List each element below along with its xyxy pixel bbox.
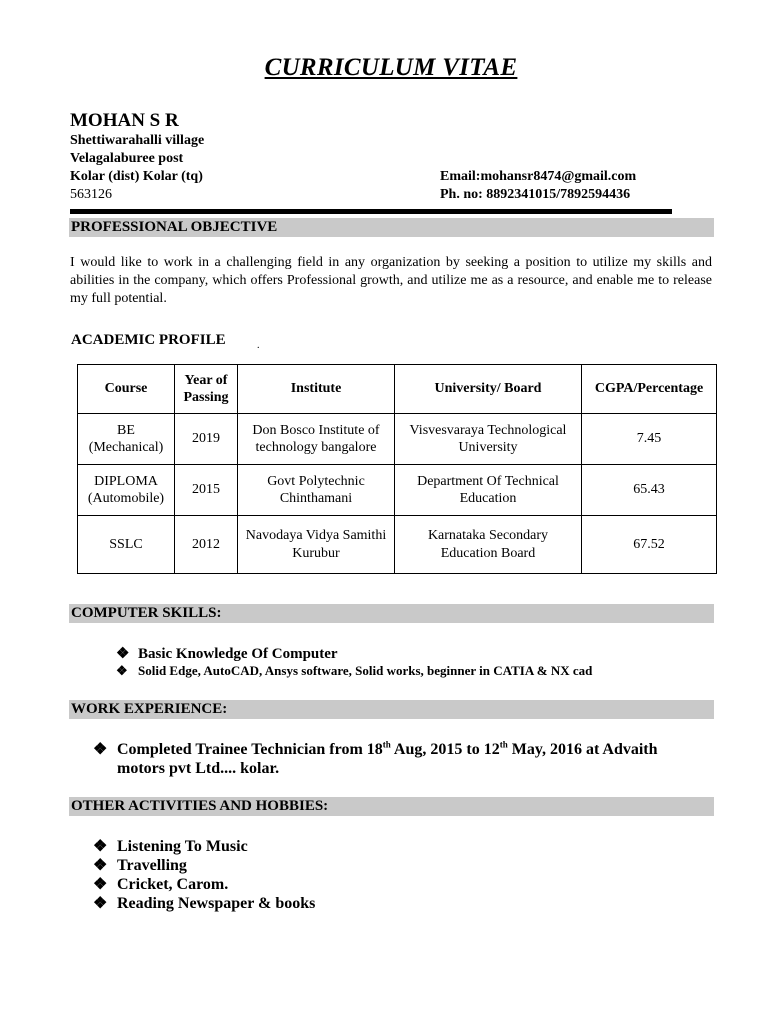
document-title: CURRICULUM VITAE (264, 54, 518, 81)
cell-year: 2019 (175, 414, 238, 465)
hobby-text: Travelling (117, 857, 187, 874)
skill-text: Basic Knowledge Of Computer (138, 646, 338, 662)
phone-text: Ph. no: 8892341015/7892594436 (440, 187, 631, 202)
stray-dot: . (257, 340, 260, 351)
table-header-row (78, 365, 717, 414)
list-item (93, 855, 187, 875)
cell-course: BE (Mechanical) (78, 414, 175, 465)
section-heading-objective: PROFESSIONAL OBJECTIVE (69, 218, 714, 237)
list-item (116, 663, 592, 679)
cell-board: Department Of Technical Education (395, 465, 582, 516)
email-text: Email:mohansr8474@gmail.com (440, 169, 637, 184)
work-text: Completed Trainee Technician from 18th Aug, 2015 to 12th May, 2016 at Advaith (117, 739, 658, 758)
column-header: University/ Board (395, 365, 582, 414)
list-item (93, 740, 658, 778)
address-line-1: Shettiwarahalli village (70, 133, 205, 148)
cell-year: 2012 (175, 516, 238, 574)
section-heading-work-experience: WORK EXPERIENCE: (69, 700, 714, 719)
cell-board: Visvesvaraya Technological University (395, 414, 582, 465)
address-pincode: 563126 (70, 187, 112, 202)
diamond-bullet-icon: ❖ (93, 895, 108, 912)
section-heading-academic: ACADEMIC PROFILE (71, 332, 226, 348)
objective-text: I would like to work in a challenging field in any organization by seeking a position to utilize my skills and abilities in the company, which offers Professional growth, and utilize me as a resource, and enable me to release my full potential. (70, 255, 712, 306)
hobby-text: Reading Newspaper & books (117, 895, 316, 912)
table-row (78, 465, 717, 516)
column-header: Course (78, 365, 175, 414)
diamond-bullet-icon: ❖ (93, 876, 108, 893)
cell-course: SSLC (78, 516, 175, 574)
section-heading-hobbies: OTHER ACTIVITIES AND HOBBIES: (69, 797, 714, 816)
column-header: Year of Passing (175, 365, 238, 414)
table-row (78, 414, 717, 465)
list-item (93, 874, 228, 894)
list-item (116, 644, 338, 663)
candidate-name: MOHAN S R (70, 110, 179, 131)
cell-course: DIPLOMA (Automobile) (78, 465, 175, 516)
cell-institute: Don Bosco Institute of technology bangalore (238, 414, 395, 465)
cell-score: 67.52 (582, 516, 717, 574)
diamond-bullet-icon: ❖ (116, 646, 130, 662)
diamond-bullet-icon: ❖ (116, 663, 128, 678)
cell-score: 7.45 (582, 414, 717, 465)
column-header: CGPA/Percentage (582, 365, 717, 414)
cell-institute: Govt Polytechnic Chinthamani (238, 465, 395, 516)
diamond-bullet-icon: ❖ (93, 838, 108, 855)
academic-table (77, 364, 717, 574)
work-text-line2: motors pvt Ltd.... kolar. (117, 760, 280, 777)
section-heading-computer-skills: COMPUTER SKILLS: (69, 604, 714, 623)
hobby-text: Cricket, Carom. (117, 876, 229, 893)
skill-text: Solid Edge, AutoCAD, Ansys software, Solid works, beginner in CATIA & NX cad (138, 663, 593, 678)
cell-score: 65.43 (582, 465, 717, 516)
cell-board: Karnataka Secondary Education Board (395, 516, 582, 574)
diamond-bullet-icon: ❖ (93, 741, 108, 758)
header-divider (70, 209, 672, 214)
diamond-bullet-icon: ❖ (93, 857, 108, 874)
list-item (93, 893, 315, 913)
table-row (78, 516, 717, 574)
list-item (93, 836, 248, 856)
address-line-3: Kolar (dist) Kolar (tq) (70, 169, 203, 184)
cell-year: 2015 (175, 465, 238, 516)
cell-institute: Navodaya Vidya Samithi Kurubur (238, 516, 395, 574)
column-header: Institute (238, 365, 395, 414)
hobby-text: Listening To Music (117, 838, 248, 855)
address-line-2: Velagalaburee post (70, 151, 184, 166)
